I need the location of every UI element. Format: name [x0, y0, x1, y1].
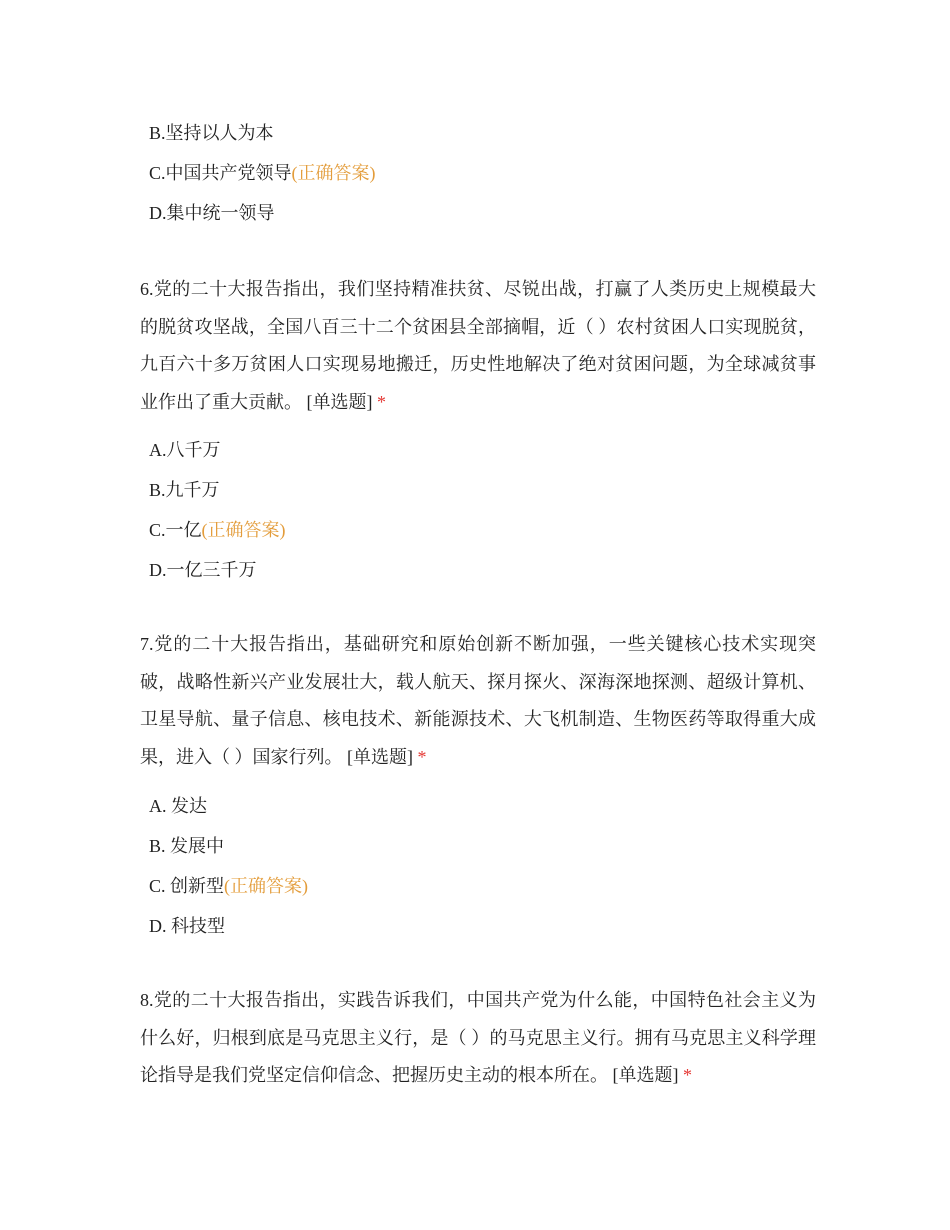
- q5-option-c[interactable]: [149, 161, 376, 185]
- q6-option-d-text: D.一亿三千万: [149, 560, 257, 580]
- q8-question-type: [单选题]: [612, 1065, 679, 1085]
- q7-question-text: 7.党的二十大报告指出，基础研究和原始创新不断加强，一些关键核心技术实现突破，战略性新兴产业发展壮大，载人航天、探月探火、深海深地探测、超级计算机、卫星导航、量子信息、核电技术、新能源技术、大飞机制造、生物医药等取得重大成果，进入（ ）国家行列。: [140, 634, 816, 767]
- q6-option-b[interactable]: [149, 478, 220, 502]
- q5-option-b[interactable]: [149, 121, 274, 145]
- q7-question: [140, 626, 816, 776]
- q7-option-c[interactable]: [149, 874, 308, 898]
- q5-option-c-text: C.中国共产党领导: [149, 163, 292, 183]
- q7-option-b-text: B. 发展中: [149, 836, 225, 856]
- q6-option-a-text: A.八千万: [149, 440, 221, 460]
- q6-correct-answer-marker: (正确答案): [201, 520, 286, 540]
- q7-option-d[interactable]: [149, 914, 225, 938]
- q6-option-b-text: B.九千万: [149, 480, 220, 500]
- q8-question: [140, 982, 816, 1095]
- q6-option-c[interactable]: [149, 518, 286, 542]
- q7-option-a[interactable]: [149, 794, 207, 818]
- q6-question-text: 6.党的二十大报告指出，我们坚持精准扶贫、尽锐出战，打赢了人类历史上规模最大的脱贫攻坚战，全国八百三十二个贫困县全部摘帽，近（ ）农村贫困人口实现脱贫，九百六十多万贫困人口实现易地搬迁，历史性地解决了绝对贫困问题，为全球减贫事业作出了重大贡献。: [140, 279, 816, 412]
- q6-question-type: [单选题]: [306, 391, 373, 412]
- q5-option-d[interactable]: [149, 201, 275, 225]
- q8-question-text: 8.党的二十大报告指出，实践告诉我们，中国共产党为什么能，中国特色社会主义为什么好，归根到底是马克思主义行，是（ ）的马克思主义行。拥有马克思主义科学理论指导是我们党坚定信仰信念、把握历史主动的根本所在。: [140, 990, 816, 1085]
- q7-option-a-text: A. 发达: [149, 796, 207, 816]
- q7-correct-answer-marker: (正确答案): [224, 876, 309, 896]
- q6-option-c-text: C.一亿: [149, 520, 202, 540]
- q7-required-mark: *: [417, 746, 427, 767]
- q7-option-d-text: D. 科技型: [149, 916, 225, 936]
- q6-required-mark: *: [377, 391, 386, 412]
- q7-question-type: [单选题]: [347, 746, 413, 767]
- q6-option-d[interactable]: [149, 558, 257, 582]
- q7-option-b[interactable]: [149, 834, 224, 858]
- q5-correct-answer-marker: (正确答案): [291, 163, 376, 183]
- q7-option-c-text: C. 创新型: [149, 876, 225, 896]
- q6-option-a[interactable]: [149, 438, 221, 462]
- q5-option-d-text: D.集中统一领导: [149, 203, 275, 223]
- q5-option-b-text: B.坚持以人为本: [149, 123, 274, 143]
- q6-question: [140, 271, 816, 421]
- q8-required-mark: *: [683, 1065, 692, 1085]
